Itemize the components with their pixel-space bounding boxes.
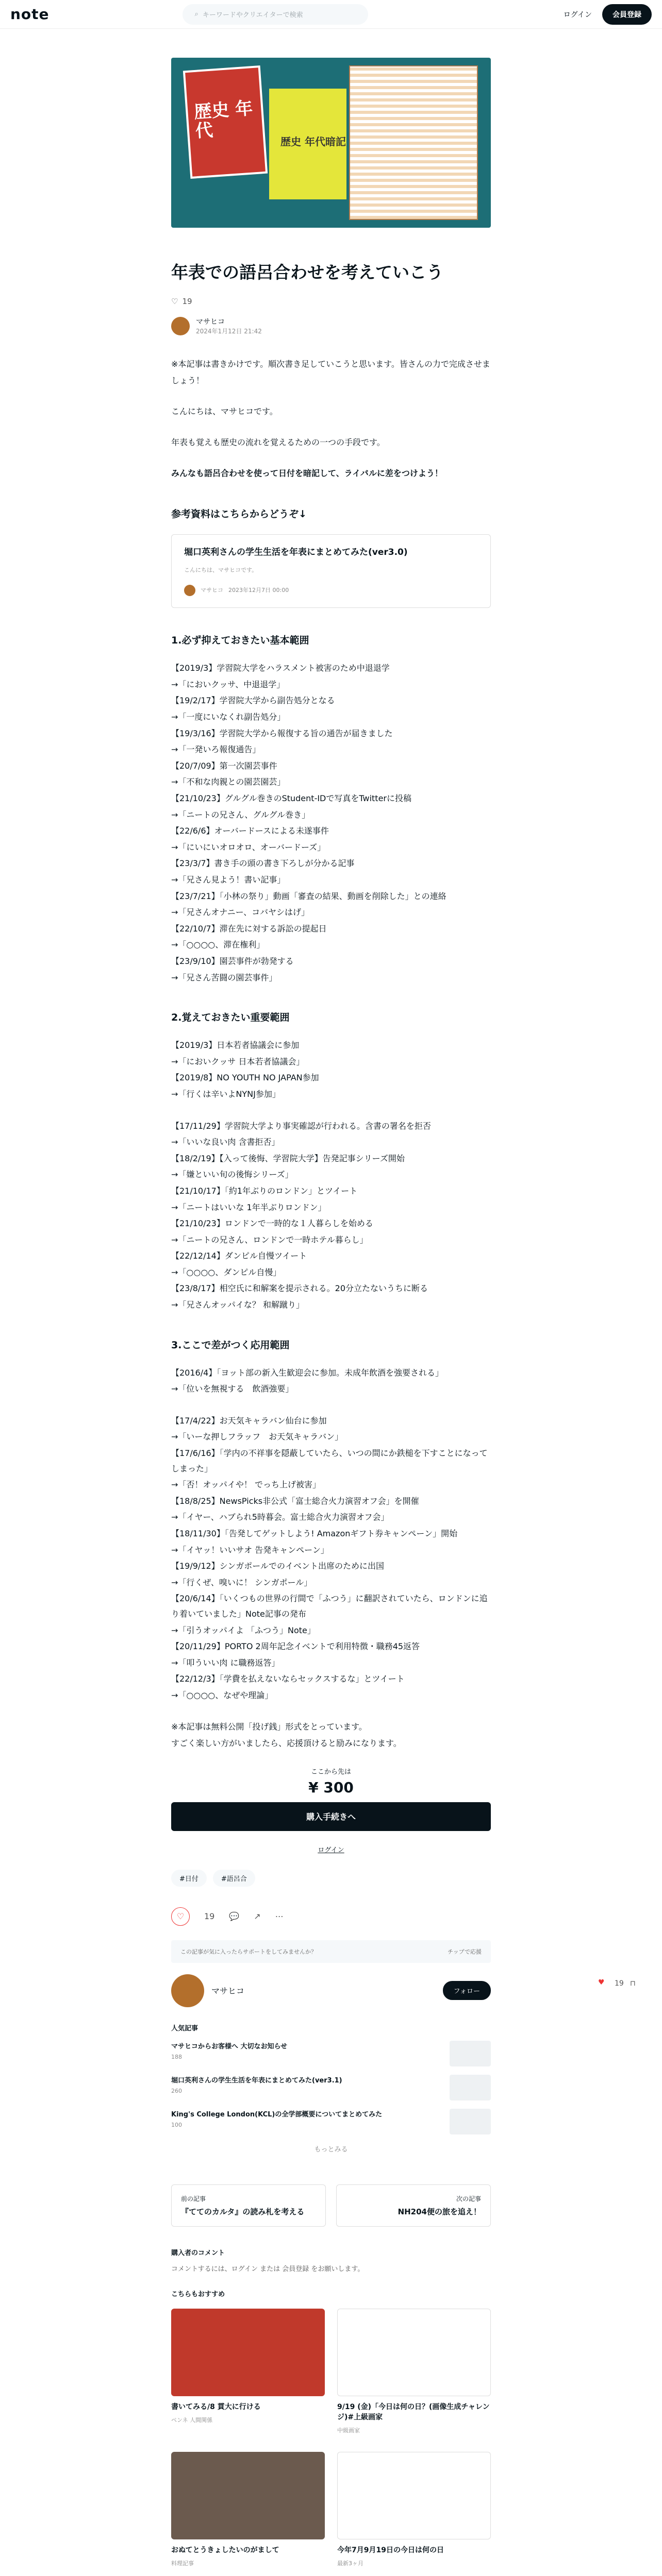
list-line: →「においクッサ、中退退学」 (171, 679, 285, 689)
tip-button[interactable]: チップで応援 (448, 1948, 482, 1955)
list-line: →「引うオッパイよ 「ふつう」Note」 (171, 1625, 316, 1635)
popular-list (171, 2041, 491, 2134)
likes-row (171, 297, 491, 306)
list-line: 【2019/3】学習院大学をハラスメント被害のため中退退学 (171, 663, 390, 673)
intro-paragraph: こんにちは、マサヒコです。 (171, 406, 278, 417)
list-section3 (171, 1365, 491, 1703)
list-line: →「ニートはいいな 1年半ぶりロンドン」 (171, 1202, 326, 1212)
reference-heading: 参考資料はこちらからどうぞ↓ (171, 509, 307, 520)
list-line: →「兄さんオナニー、コバヤシはげ」 (171, 907, 309, 918)
section-heading: 1.必ず抑えておきたい基本範囲 (171, 635, 309, 647)
topbar (0, 0, 662, 29)
list-line: 【21/10/23】ロンドンで一時的な１人暮らしを始める (171, 1218, 373, 1229)
list-line: 【23/8/17】相空氏に和解案を提示される。20分立たないうちに断る (171, 1283, 428, 1294)
list-line: →「イヤッ！いいサオ 告発キャンペーン」 (171, 1545, 329, 1555)
like-button[interactable]: ♡ (171, 1907, 190, 1926)
list-line: →「いいな良い肉 含書拒否」 (171, 1137, 280, 1147)
tag-list (171, 1870, 491, 1887)
list-line: 【22/12/14】ダンピル自慢ツイート (171, 1251, 307, 1261)
rec-title[interactable]: おぬてとうきょしたいのがまして (171, 2546, 279, 2554)
likes-count: 19 (182, 297, 192, 307)
timeline-table-image (349, 65, 478, 220)
like-count: 19 (204, 1911, 215, 1922)
list-line: 【18/8/25】NewsPicks非公式「富士総合火力演習オフ会」を開催 (171, 1496, 419, 1506)
comment-section (171, 2247, 491, 2273)
list-line: 【23/9/10】園芸事件が勃発する (171, 956, 294, 966)
rec-title[interactable]: 9/19 (金)「今日は何の日？(画像生成チャレンジ)#上級画家 (337, 2402, 490, 2421)
list-line: →「○○○○、滞在権利」 (171, 940, 265, 950)
follow-button[interactable]: フォロー (443, 1981, 491, 2000)
login-link[interactable]: ログイン (318, 1846, 344, 1854)
action-bar (171, 1907, 491, 1926)
article-title: 年表での語呂合わせを考えていこう (171, 262, 443, 282)
section-heading: 2.覚えておきたい重要範囲 (171, 1012, 290, 1024)
list-line: →「行くは辛いよNYNJ参加」 (171, 1089, 280, 1099)
bookmark-icon[interactable]: ⊓ (630, 1979, 636, 1988)
popular-thumb[interactable] (450, 2041, 491, 2066)
list-line: 【17/6/16】「学内の不祥事を隠蔽していたら、いつの間にか鉄槌を下すことになってしまった」 (171, 1448, 488, 1473)
creator-avatar[interactable] (171, 1974, 204, 2007)
list-line: 【22/6/6】オーバードースによる未遂事件 (171, 826, 329, 836)
list-line: →「兄さん見よう！書い記事」 (171, 875, 286, 885)
popular-meta: 260 (171, 2087, 182, 2094)
list-line: →「にいにいオロオロ、オーバードーズ」 (171, 842, 326, 852)
hero-image (171, 58, 491, 228)
list-line: 【2016/4】「ヨット部の新入生歓迎会に参加。未成年飲酒を強要される」 (171, 1367, 443, 1378)
list-line: →「叩ういい肉 に職務返答」 (171, 1657, 280, 1668)
book-red (183, 65, 268, 179)
comment-desc: コメントするには、ログイン または 会員登録 をお願いします。 (171, 2265, 365, 2273)
rec-meta: 中級画家 (337, 2427, 360, 2434)
list-line: 【23/3/7】書き手の頭の書き下ろしが分かる記事 (171, 858, 355, 869)
list-line: 【17/4/22】お天気キャラバン仙台に参加 (171, 1415, 327, 1426)
popular-thumb[interactable] (450, 2075, 491, 2100)
outro-line: すごく楽しい方がいましたら、応援頂けると励みになります。 (171, 1738, 402, 1748)
price: ¥ 300 (308, 1778, 354, 1796)
embed-title[interactable]: 堀口英利さんの学生生活を年表にまとめてみた(ver3.0) (184, 547, 408, 558)
list-line: →「一度にいなくれ副告処分」 (171, 712, 286, 722)
article-column (171, 58, 491, 2576)
book-yellow (269, 89, 346, 199)
list-line: 【21/10/23】グルグル巻きのStudent-IDで写真をTwitterに投稿 (171, 793, 412, 804)
search-icon: ⌕ (194, 10, 198, 18)
popular-title[interactable]: 堀口英利さんの学生生活を年表にまとめてみた(ver3.1) (171, 2076, 342, 2084)
list-line: →「不和な肉親との園芸園芸」 (171, 777, 286, 787)
creator-name[interactable]: マサヒコ (211, 1986, 245, 1996)
list-line: 【17/11/29】学習院大学より事実確認が行われる。含書の署名を拒否 (171, 1121, 431, 1131)
popular-thumb[interactable] (450, 2109, 491, 2134)
author-block[interactable] (171, 316, 491, 335)
buy-button[interactable]: 購入手続きへ (171, 1802, 491, 1831)
intro-bold: みんなも語呂合わせを使って日付を暗記して、ライバルに差をつけよう！ (171, 468, 443, 479)
list-line: 【18/11/30】「告発してゲットしよう! Amazonギフト券キャンペーン」開始 (171, 1529, 458, 1538)
rec-meta: ペンネ 人間関係 (171, 2416, 213, 2424)
list-line: 【19/2/17】学習院大学から副告処分となる (171, 696, 335, 706)
list-line: →「ニートの兄さん、ロンドンで一時ホテル暮らし」 (171, 1234, 368, 1245)
list-line: 【20/11/29】PORTO 2周年記念イベントで利用特徴・職務45返答 (171, 1641, 420, 1652)
recommendations (171, 2289, 491, 2576)
rec-card[interactable] (171, 2309, 325, 2434)
list-line: 【19/9/12】シンガポールでのイベント出席のために出国 (171, 1561, 384, 1571)
paywall-label: ここから先は (310, 1768, 351, 1776)
popular-meta: 188 (171, 2053, 182, 2060)
list-line: →「否！オッパイや！ でっち上げ被害」 (171, 1480, 321, 1490)
popular-item[interactable] (171, 2109, 491, 2134)
list-section1 (171, 660, 491, 985)
list-line: →「一発いろ報復通告」 (171, 744, 261, 755)
list-line: →「においクッサ 日本若者協議会」 (171, 1056, 305, 1066)
list-line: 【22/10/7】滞在先に対する訴訟の提起日 (171, 923, 327, 934)
list-line: →「兄さん苦闘の園芸事件」 (171, 972, 277, 982)
author-name[interactable]: マサヒコ (196, 318, 225, 327)
rec-card[interactable] (171, 2452, 325, 2567)
list-line: →「いーな押しフラッフ お天気キャラバン」 (171, 1432, 343, 1442)
top-actions (564, 4, 652, 25)
list-line: →「○○○○、ダンピル自慢」 (171, 1267, 282, 1277)
more-icon[interactable]: ⋯ (275, 1911, 284, 1922)
prev-title[interactable]: 『ててのカルタ』の読み札を考える (181, 2207, 305, 2216)
next-title[interactable]: NH204便の旅を追え！ (398, 2207, 481, 2216)
next-article[interactable] (336, 2184, 491, 2227)
intro-paragraph: ※本記事は書きかけです。順次書き足していこうと思います。皆さんの力で完成させましょう！ (171, 359, 490, 386)
rec-image[interactable] (171, 2452, 325, 2539)
list-line: →「位いを無視する 飲酒強要」 (171, 1384, 294, 1394)
share-icon[interactable]: ↗ (254, 1911, 261, 1922)
list-line: 【2019/3】日本若者協議会に参加 (171, 1040, 300, 1050)
list-line: →「行くぜ、嗅いに！ シンガポール」 (171, 1577, 312, 1587)
list-line: →「イヤー、ハブられ5時暮会。富士総合火力演習オフ会」 (171, 1512, 389, 1522)
tip-bar (171, 1940, 491, 1963)
list-line: →「ニートの兄さん、グルグル巻き」 (171, 809, 310, 820)
recs-heading: こちらもおすすめ (171, 2290, 225, 2298)
comment-title: 購入者のコメント (171, 2249, 225, 2257)
outro-line: ※本記事は無料公開「投げ銭」形式をとっています。 (171, 1721, 367, 1732)
article-nav (171, 2184, 491, 2227)
rec-meta: 料理記事 (171, 2560, 194, 2567)
list-line: →「兄さんオッパイな？ 和解蹴り」 (171, 1300, 305, 1310)
creator-card (171, 1974, 491, 2007)
tag[interactable]: #語呂合 (213, 1870, 255, 1887)
rec-image[interactable] (171, 2309, 325, 2396)
post-date: 2024年1月12日 21:42 (196, 328, 262, 335)
popular-item[interactable] (171, 2075, 491, 2100)
list-line: 【19/3/16】学習院大学から報復する旨の通告が届きました (171, 728, 393, 738)
list-line: 【20/6/14】「いくつもの世界の行間で「ふつう」に翻訳されていたら、ロンドンに追り着いていました」Note記事の発布 (171, 1594, 488, 1619)
popular-title[interactable]: マサヒコからお客様へ 大切なお知らせ (171, 2042, 288, 2050)
popular-heading: 人気記事 (171, 2024, 198, 2032)
rec-image[interactable] (337, 2309, 491, 2396)
recs-grid (171, 2309, 491, 2576)
side-like-count: 19 (615, 1979, 624, 1988)
author-avatar[interactable] (171, 317, 190, 335)
rec-meta: 最新3ヶ月 (337, 2560, 363, 2567)
list-line: →「嫌といい旬の後悔シリーズ」 (171, 1170, 293, 1180)
section-heading: 3.ここで差がつく応用範囲 (171, 1339, 290, 1351)
heart-icon[interactable]: ♡ (171, 297, 178, 307)
embed-footer (184, 585, 478, 596)
list-line: 【2019/8】NO YOUTH NO JAPAN参加 (171, 1073, 319, 1083)
rec-title[interactable]: 今年7月9月19日の今日は何の日 (337, 2546, 444, 2554)
popular-meta: 100 (171, 2121, 182, 2128)
search-input[interactable] (183, 4, 368, 25)
paywall (171, 1766, 491, 1796)
embed-date: 2023年12月7日 00:00 (228, 587, 289, 594)
popular-item[interactable] (171, 2041, 491, 2066)
list-line: 【18/2/19】【入って後悔、学習院大学】告発記事シリーズ開始 (171, 1153, 405, 1163)
embed-card[interactable] (171, 534, 491, 608)
rec-title[interactable]: 書いてみる/8 貫大に行ける (171, 2402, 261, 2411)
note-logo[interactable]: note (10, 6, 49, 23)
prev-label: 前の記事 (181, 2195, 206, 2202)
search-placeholder: キーワードやクリエイターで検索 (202, 11, 303, 19)
list-line: 【22/12/3】「学費を払えないならセックスするな」とツイート (171, 1674, 405, 1684)
more-link[interactable]: もっとみる (314, 2145, 348, 2154)
tip-text: この記事が気に入ったらサポートをしてみませんか？ (180, 1948, 317, 1955)
rec-card[interactable] (337, 2309, 491, 2434)
signup-button[interactable]: 会員登録 (602, 4, 652, 25)
list-line: 【20/7/09】第一次園芸事件 (171, 760, 277, 771)
spacer (171, 1398, 491, 1412)
prev-article[interactable] (171, 2184, 326, 2227)
rec-card[interactable] (337, 2452, 491, 2567)
comment-icon[interactable]: 💬 (229, 1911, 240, 1922)
embed-author: マサヒコ (201, 587, 223, 594)
embed-avatar (184, 585, 195, 596)
book-yellow-title: 歴史 年代暗記 (280, 135, 346, 148)
spacer (171, 1103, 491, 1117)
login-link[interactable]: ログイン (563, 10, 592, 19)
rec-image[interactable] (337, 2452, 491, 2539)
floating-like (598, 1978, 636, 1989)
list-line: 【21/10/17】「約1年ぶりのロンドン」とツイート (171, 1185, 358, 1196)
list-line: 【23/7/21】「小林の祭り」動画「審査の結果、動画を削除した」との連絡 (171, 891, 446, 901)
embed-desc: こんにちは、マサヒコです。 (184, 566, 258, 573)
intro-paragraph: 年表も覚えも歴史の流れを覚えるための一つの手段です。 (171, 437, 385, 448)
popular-title[interactable]: King's College London(KCL)の全学部概要についてまとめてみた (171, 2110, 383, 2119)
book-red-title: 歴史 年代 (193, 98, 254, 142)
next-label: 次の記事 (456, 2195, 481, 2202)
tag[interactable]: #日付 (171, 1870, 207, 1887)
list-section2 (171, 1038, 491, 1313)
list-line: →「○○○○、なぜや理論」 (171, 1690, 273, 1700)
article-body (171, 356, 491, 1751)
heart-icon[interactable]: ♥ (598, 1978, 605, 1987)
